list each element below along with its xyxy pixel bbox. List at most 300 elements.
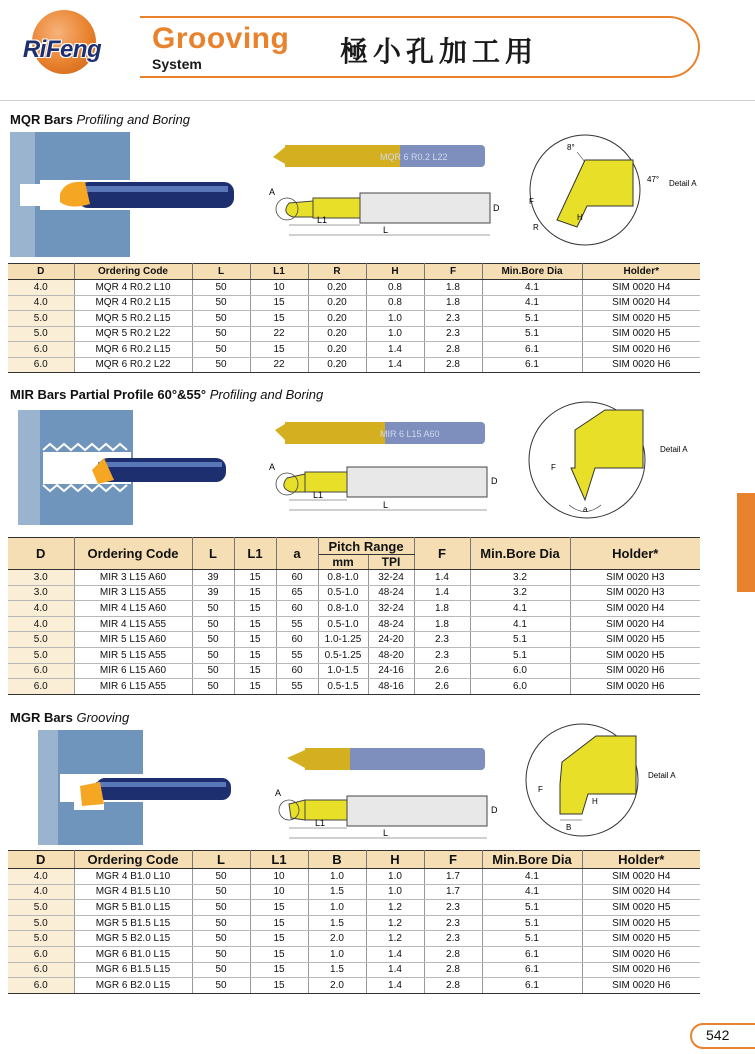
table-cell: 2.3 [424, 931, 482, 947]
table-cell: 15 [234, 647, 276, 663]
mqr-title: MQR Bars [10, 112, 73, 127]
mqr-label-l1: L1 [317, 215, 328, 225]
table-cell: 2.3 [414, 632, 470, 648]
table-cell: SIM 0020 H6 [582, 357, 700, 373]
table-row [8, 632, 700, 648]
table-cell: 50 [192, 647, 234, 663]
table-cell: 50 [192, 357, 250, 373]
mgr-label-d: D [491, 805, 498, 815]
table-cell: 15 [234, 663, 276, 679]
table-cell: 39 [192, 585, 234, 601]
table-cell: SIM 0020 H5 [582, 931, 700, 947]
mgr-detail-a [518, 722, 708, 840]
table-cell: 4.0 [8, 601, 74, 617]
mgr-bar-drawing [265, 738, 505, 843]
mqr-column-header: L [192, 264, 250, 280]
section-tab-marker [737, 493, 755, 592]
page-subtitle: System [152, 56, 202, 72]
table-cell: 6.0 [8, 962, 74, 978]
table-cell: 50 [192, 326, 250, 342]
table-cell: SIM 0020 H4 [582, 884, 700, 900]
table-cell: 50 [192, 342, 250, 358]
table-cell: 1.8 [414, 616, 470, 632]
mqr-bar-photo [273, 145, 485, 167]
table-row [8, 962, 700, 978]
mgr-label-l1: L1 [315, 818, 326, 828]
table-row [8, 869, 700, 885]
mir-subcolumn-header: TPI [368, 555, 414, 570]
mqr-section-title [10, 112, 190, 127]
table-cell: 1.4 [414, 585, 470, 601]
table-cell: 50 [192, 884, 250, 900]
table-cell: 2.0 [308, 978, 366, 994]
mqr-column-header: Ordering Code [74, 264, 192, 280]
table-cell: 2.3 [414, 647, 470, 663]
table-cell: 6.0 [8, 946, 74, 962]
table-cell: SIM 0020 H4 [570, 601, 700, 617]
table-row [8, 647, 700, 663]
table-row [8, 585, 700, 601]
mqr-column-header: R [308, 264, 366, 280]
mir-detail-a-angle: a [583, 505, 588, 514]
table-cell: 2.3 [424, 915, 482, 931]
table-cell: SIM 0020 H5 [582, 900, 700, 916]
table-cell: 1.4 [366, 357, 424, 373]
table-cell: 50 [192, 295, 250, 311]
mir-label-l: L [383, 500, 389, 510]
table-cell: 2.3 [424, 326, 482, 342]
table-cell: 50 [192, 962, 250, 978]
mgr-column-header: L [192, 851, 250, 869]
table-cell: 6.0 [8, 978, 74, 994]
table-cell: 5.1 [482, 326, 582, 342]
table-cell: 60 [276, 601, 318, 617]
table-cell: MIR 4 L15 A60 [74, 601, 192, 617]
table-cell: 3.2 [470, 570, 570, 586]
table-cell: 50 [192, 869, 250, 885]
table-cell: MIR 5 L15 A60 [74, 632, 192, 648]
table-cell: 0.5-1.0 [318, 585, 368, 601]
table-cell: 2.8 [424, 946, 482, 962]
table-cell: 5.1 [482, 311, 582, 327]
page-title: Grooving [152, 22, 290, 55]
mgr-subtitle: Grooving [76, 710, 130, 725]
table-cell: 5.0 [8, 915, 74, 931]
mqr-label-l: L [383, 225, 389, 235]
table-cell: 5.0 [8, 900, 74, 916]
table-cell: SIM 0020 H3 [570, 570, 700, 586]
mir-bar-photo [275, 422, 485, 444]
table-cell: SIM 0020 H4 [582, 295, 700, 311]
table-cell: 6.1 [482, 946, 582, 962]
table-cell: 1.7 [424, 884, 482, 900]
table-row [8, 326, 700, 342]
table-cell: 0.5-1.5 [318, 679, 368, 695]
mir-detail-a [525, 400, 710, 525]
mir-column-header: Pitch Range [318, 538, 414, 555]
mqr-subtitle: Profiling and Boring [76, 112, 190, 127]
table-cell: 6.0 [8, 679, 74, 695]
table-cell: 50 [192, 915, 250, 931]
table-cell: 1.4 [366, 946, 424, 962]
table-cell: 2.6 [414, 663, 470, 679]
table-cell: SIM 0020 H3 [570, 585, 700, 601]
table-cell: SIM 0020 H4 [570, 616, 700, 632]
mgr-detail-f: F [538, 785, 543, 794]
table-cell: 15 [250, 931, 308, 947]
mgr-detail-title: Detail A [648, 771, 676, 780]
table-cell: 15 [250, 311, 308, 327]
mir-section-title [10, 387, 323, 402]
table-cell: 4.1 [482, 869, 582, 885]
mgr-workpiece-illustration [38, 730, 233, 845]
table-cell: 15 [250, 900, 308, 916]
mqr-label-a: A [269, 187, 276, 197]
table-cell: MIR 4 L15 A55 [74, 616, 192, 632]
table-row [8, 570, 700, 586]
table-cell: 15 [234, 679, 276, 695]
mqr-column-header: F [424, 264, 482, 280]
table-cell: 60 [276, 632, 318, 648]
table-cell: 5.0 [8, 647, 74, 663]
mir-spec-table [8, 537, 700, 695]
mir-label-a: A [269, 462, 276, 472]
table-cell: 22 [250, 357, 308, 373]
mqr-detail-angle-47: 47° [647, 175, 660, 184]
table-cell: 6.0 [470, 663, 570, 679]
table-cell: MGR 6 B1.5 L15 [74, 962, 192, 978]
mir-detail-title: Detail A [660, 445, 688, 454]
mir-label-l1: L1 [313, 490, 324, 500]
mqr-workpiece-illustration [10, 132, 235, 257]
page-title-chinese: 極小孔加工用 [340, 35, 539, 68]
table-cell: 50 [192, 931, 250, 947]
mqr-detail-r: R [533, 223, 539, 232]
table-cell: 6.1 [482, 962, 582, 978]
mqr-detail-title: Detail A [669, 179, 697, 188]
table-cell: 1.0 [308, 900, 366, 916]
mgr-label-l: L [383, 828, 389, 838]
table-cell: 32-24 [368, 601, 414, 617]
table-cell: 24-16 [368, 663, 414, 679]
mir-column-header: Ordering Code [74, 538, 192, 570]
table-cell: 1.0-1.5 [318, 663, 368, 679]
table-cell: SIM 0020 H5 [582, 311, 700, 327]
table-cell: 15 [250, 978, 308, 994]
table-cell: MGR 6 B2.0 L15 [74, 978, 192, 994]
table-cell: 65 [276, 585, 318, 601]
table-cell: 6.0 [8, 342, 74, 358]
header-divider [0, 100, 755, 101]
mqr-column-header: D [8, 264, 74, 280]
table-cell: 6.0 [470, 679, 570, 695]
table-cell: SIM 0020 H4 [582, 280, 700, 296]
mqr-column-header: L1 [250, 264, 308, 280]
table-cell: SIM 0020 H5 [582, 326, 700, 342]
mir-subtitle: Profiling and Boring [209, 387, 324, 402]
table-row [8, 915, 700, 931]
mgr-column-header: D [8, 851, 74, 869]
table-cell: 5.1 [470, 647, 570, 663]
table-cell: 24-20 [368, 632, 414, 648]
table-cell: 55 [276, 679, 318, 695]
table-row [8, 295, 700, 311]
table-cell: MIR 6 L15 A55 [74, 679, 192, 695]
table-cell: 50 [192, 280, 250, 296]
table-cell: 48-20 [368, 647, 414, 663]
table-row [8, 616, 700, 632]
table-cell: 55 [276, 616, 318, 632]
table-cell: 48-16 [368, 679, 414, 695]
table-cell: 50 [192, 900, 250, 916]
table-cell: 22 [250, 326, 308, 342]
table-cell: 6.1 [482, 357, 582, 373]
table-cell: 15 [234, 601, 276, 617]
table-cell: 0.20 [308, 295, 366, 311]
table-cell: 0.20 [308, 280, 366, 296]
table-cell: 1.0 [366, 311, 424, 327]
table-cell: MQR 5 R0.2 L15 [74, 311, 192, 327]
table-cell: MQR 6 R0.2 L15 [74, 342, 192, 358]
table-row [8, 663, 700, 679]
table-cell: SIM 0020 H6 [582, 978, 700, 994]
table-cell: 1.2 [366, 915, 424, 931]
table-cell: MGR 5 B1.0 L15 [74, 900, 192, 916]
mqr-detail-angle-8: 8° [567, 143, 575, 152]
table-cell: 3.0 [8, 585, 74, 601]
table-cell: 2.3 [424, 311, 482, 327]
table-cell: 50 [192, 663, 234, 679]
mqr-bar-label: MQR 6 R0.2 L22 [380, 152, 448, 162]
table-cell: 50 [192, 978, 250, 994]
table-cell: 10 [250, 280, 308, 296]
table-cell: 2.3 [424, 900, 482, 916]
table-row [8, 679, 700, 695]
table-cell: 2.6 [414, 679, 470, 695]
table-cell: 15 [250, 946, 308, 962]
mgr-detail-h: H [592, 797, 598, 806]
table-cell: 60 [276, 570, 318, 586]
mir-label-d: D [491, 476, 498, 486]
table-cell: 50 [192, 616, 234, 632]
table-cell: 1.8 [424, 295, 482, 311]
table-cell: 50 [192, 632, 234, 648]
mir-column-header: L1 [234, 538, 276, 570]
table-cell: 2.8 [424, 357, 482, 373]
mir-column-header: Min.Bore Dia [470, 538, 570, 570]
table-cell: 1.0 [366, 869, 424, 885]
table-cell: 15 [250, 295, 308, 311]
table-cell: 1.5 [308, 884, 366, 900]
table-cell: 1.0 [366, 326, 424, 342]
table-cell: MQR 4 R0.2 L10 [74, 280, 192, 296]
table-cell: SIM 0020 H6 [582, 962, 700, 978]
table-cell: 0.8-1.0 [318, 601, 368, 617]
mqr-column-header: H [366, 264, 424, 280]
table-cell: 1.2 [366, 900, 424, 916]
table-row [8, 311, 700, 327]
mir-column-header: Holder* [570, 538, 700, 570]
mgr-column-header: Holder* [582, 851, 700, 869]
table-cell: 2.0 [308, 931, 366, 947]
table-row [8, 357, 700, 373]
mqr-label-d: D [493, 203, 500, 213]
table-cell: 1.0 [308, 869, 366, 885]
table-cell: SIM 0020 H6 [570, 663, 700, 679]
table-cell: 1.0 [366, 884, 424, 900]
table-cell: 5.1 [482, 915, 582, 931]
table-cell: 1.4 [366, 342, 424, 358]
mgr-spec-table [8, 850, 700, 994]
table-cell: 0.8 [366, 280, 424, 296]
mgr-column-header: L1 [250, 851, 308, 869]
table-cell: 5.0 [8, 326, 74, 342]
table-cell: SIM 0020 H5 [582, 915, 700, 931]
table-cell: 4.1 [470, 601, 570, 617]
mgr-column-header: F [424, 851, 482, 869]
table-cell: 5.1 [470, 632, 570, 648]
mir-subcolumn-header: mm [318, 555, 368, 570]
table-cell: 4.1 [470, 616, 570, 632]
table-cell: 1.5 [308, 915, 366, 931]
brand-logo [8, 8, 116, 90]
table-cell: 15 [250, 915, 308, 931]
table-cell: 6.0 [8, 357, 74, 373]
table-cell: SIM 0020 H6 [570, 679, 700, 695]
table-cell: 1.4 [414, 570, 470, 586]
table-cell: MQR 6 R0.2 L22 [74, 357, 192, 373]
table-cell: 4.0 [8, 616, 74, 632]
table-cell: 5.0 [8, 931, 74, 947]
table-cell: 2.8 [424, 978, 482, 994]
table-cell: MIR 3 L15 A60 [74, 570, 192, 586]
mir-bar-label: MIR 6 L15 A60 [380, 429, 440, 439]
table-cell: 1.4 [366, 962, 424, 978]
table-cell: 5.0 [8, 311, 74, 327]
table-cell: 1.8 [414, 601, 470, 617]
table-cell: 5.1 [482, 931, 582, 947]
table-cell: 10 [250, 884, 308, 900]
mgr-column-header: Ordering Code [74, 851, 192, 869]
table-cell: SIM 0020 H4 [582, 869, 700, 885]
table-cell: 6.1 [482, 342, 582, 358]
table-row [8, 978, 700, 994]
mqr-bar-drawing [265, 135, 505, 245]
table-cell: 0.20 [308, 342, 366, 358]
table-cell: 48-24 [368, 585, 414, 601]
table-cell: 4.1 [482, 884, 582, 900]
table-cell: 3.2 [470, 585, 570, 601]
mgr-section-title [10, 710, 129, 725]
table-cell: SIM 0020 H5 [570, 632, 700, 648]
page-number: 542 [706, 1027, 730, 1043]
table-cell: 48-24 [368, 616, 414, 632]
table-cell: MQR 5 R0.2 L22 [74, 326, 192, 342]
mir-column-header: a [276, 538, 318, 570]
mgr-column-header: H [366, 851, 424, 869]
table-cell: 1.5 [308, 962, 366, 978]
table-cell: 10 [250, 869, 308, 885]
table-cell: SIM 0020 H6 [582, 342, 700, 358]
table-cell: 2.8 [424, 342, 482, 358]
table-cell: 3.0 [8, 570, 74, 586]
table-cell: 32-24 [368, 570, 414, 586]
table-cell: 4.0 [8, 869, 74, 885]
table-cell: 50 [192, 311, 250, 327]
table-cell: 4.1 [482, 295, 582, 311]
table-row [8, 601, 700, 617]
table-row [8, 884, 700, 900]
mqr-column-header: Holder* [582, 264, 700, 280]
table-cell: SIM 0020 H6 [582, 946, 700, 962]
table-row [8, 900, 700, 916]
mir-title: MIR Bars Partial Profile 60°&55° [10, 387, 207, 402]
table-cell: 2.8 [424, 962, 482, 978]
mqr-detail-f: F [529, 197, 534, 206]
table-cell: 15 [234, 632, 276, 648]
table-cell: 0.20 [308, 326, 366, 342]
mir-workpiece-illustration [18, 410, 228, 525]
table-row [8, 280, 700, 296]
mgr-column-header: Min.Bore Dia [482, 851, 582, 869]
table-cell: 1.0 [308, 946, 366, 962]
table-cell: 15 [234, 570, 276, 586]
table-cell: 39 [192, 570, 234, 586]
table-cell: 4.0 [8, 884, 74, 900]
table-cell: 0.8 [366, 295, 424, 311]
table-cell: SIM 0020 H5 [570, 647, 700, 663]
mir-column-header: D [8, 538, 74, 570]
mir-column-header: L [192, 538, 234, 570]
table-cell: 0.20 [308, 311, 366, 327]
table-cell: MGR 5 B2.0 L15 [74, 931, 192, 947]
table-cell: MGR 4 B1.0 L10 [74, 869, 192, 885]
table-cell: 1.2 [366, 931, 424, 947]
mir-bar-drawing [265, 412, 505, 517]
table-cell: 0.20 [308, 357, 366, 373]
table-cell: 60 [276, 663, 318, 679]
table-cell: 1.4 [366, 978, 424, 994]
table-cell: MIR 3 L15 A55 [74, 585, 192, 601]
table-cell: MGR 5 B1.5 L15 [74, 915, 192, 931]
mgr-label-a: A [275, 788, 282, 798]
logo-text: RiFeng [22, 36, 102, 63]
table-cell: MIR 5 L15 A55 [74, 647, 192, 663]
table-row [8, 342, 700, 358]
table-cell: 6.1 [482, 978, 582, 994]
mgr-column-header: B [308, 851, 366, 869]
mir-detail-f: F [551, 463, 556, 472]
table-cell: 1.7 [424, 869, 482, 885]
table-cell: 50 [192, 601, 234, 617]
table-cell: 0.5-1.25 [318, 647, 368, 663]
table-cell: 15 [250, 962, 308, 978]
mgr-detail-b: B [566, 823, 572, 832]
table-cell: 55 [276, 647, 318, 663]
table-cell: MGR 4 B1.5 L10 [74, 884, 192, 900]
mqr-spec-table [8, 263, 700, 373]
table-cell: 4.0 [8, 295, 74, 311]
table-cell: 1.8 [424, 280, 482, 296]
table-cell: 50 [192, 946, 250, 962]
table-row [8, 946, 700, 962]
table-cell: 0.5-1.0 [318, 616, 368, 632]
table-row [8, 931, 700, 947]
table-cell: MQR 4 R0.2 L15 [74, 295, 192, 311]
table-cell: 15 [234, 585, 276, 601]
table-cell: MGR 6 B1.0 L15 [74, 946, 192, 962]
mqr-detail-h: H [577, 213, 583, 222]
